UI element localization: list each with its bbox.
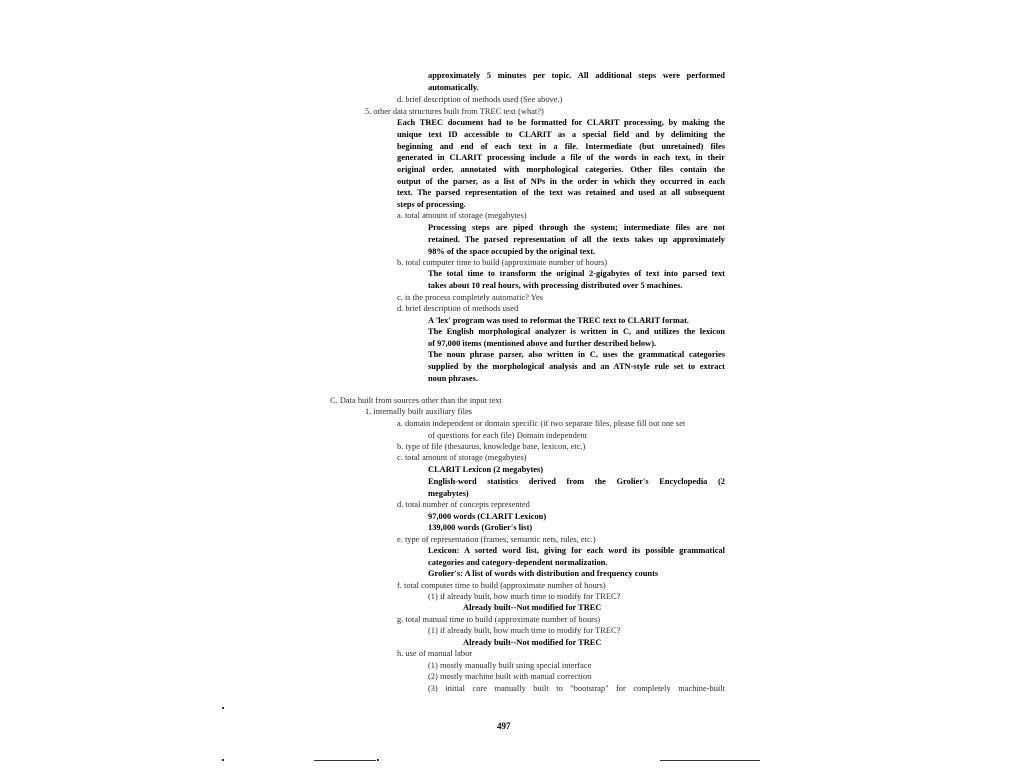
text-line: Grolier's: A list of words with distribution and frequency counts (428, 569, 659, 578)
text-line: text. The parsed representation of the text was retained and used at all subsequent (397, 188, 725, 197)
text-line: 98% of the space occupied by the original text. (428, 247, 596, 256)
text-line: Already built--Not modified for TREC (463, 638, 602, 647)
text-line: steps of processing. (397, 200, 466, 209)
text-line: b. total computer time to build (approximate number of hours) (397, 258, 608, 267)
text-line: h. use of manual labor (397, 649, 473, 658)
scan-speck (222, 707, 224, 709)
text-line: unique text ID accessible to CLARIT as a special field and by delimiting the (397, 130, 725, 139)
text-line: b. type of file (thesaurus, knowledge base, lexicon, etc.) (397, 442, 586, 451)
text-line: categories and category-dependent normalization. (428, 558, 608, 567)
text-line: supplied by the morphological analysis and an ATN-style rule set to extract (428, 362, 725, 371)
text-line: f. total computer time to build (approximate number of hours) (397, 581, 606, 590)
text-line: The total time to transform the original 2-gigabytes of text into parsed text (428, 269, 725, 278)
text-line: 1. internally built auxiliary files (365, 407, 472, 416)
text-line: noun phrases. (428, 374, 479, 383)
text-line: Lexicon: A sorted word list, giving for each word its possible grammatical (428, 546, 725, 555)
text-line: 139,000 words (Grolier's list) (428, 523, 533, 532)
text-line: The English morphological analyzer is written in C, and utilizes the lexicon (428, 327, 725, 336)
text-line: original order, annotated with morphological categories. Other files contain the (397, 165, 725, 174)
text-line: of 97,000 items (mentioned above and further described below). (428, 339, 657, 348)
text-line: 5. other data structures built from TREC text (what?) (365, 107, 544, 116)
text-line: Each TREC document had to be formatted for CLARIT processing, by making the (397, 118, 725, 127)
scan-edge-line (314, 760, 376, 761)
text-line: generated in CLARIT processing include a file of the words in each text, in their (397, 153, 725, 162)
text-line: c. is the process completely automatic? Yes (397, 293, 543, 302)
text-line: (1) mostly manually built using special interface (428, 661, 592, 670)
scan-speck (222, 759, 224, 761)
text-line: g. total manual time to build (approximate number of hours) (397, 615, 601, 624)
text-line: (1) if already built, how much time to modify for TREC? (428, 592, 621, 601)
text-line: automatically. (428, 83, 479, 92)
text-line: takes about 10 real hours, with processing distributed over 5 machines. (428, 281, 683, 290)
page-number: 497 (497, 721, 511, 731)
scan-speck (377, 759, 379, 761)
text-line: C. Data built from sources other than the input text (330, 396, 502, 405)
scan-edge-line (660, 760, 760, 761)
text-line: a. total amount of storage (megabytes) (397, 211, 527, 220)
text-line: 97,000 words (CLARIT Lexicon) (428, 512, 547, 521)
text-line: a. domain independent or domain specific (if two separate files, please fill out one set (397, 419, 686, 428)
text-line: beginning and end of each text in a file. Intermediate (but unretained) files (397, 142, 725, 151)
text-line: d. total number of concepts represented (397, 500, 530, 509)
text-line: approximately 5 minutes per topic. All additional steps were performed (428, 71, 725, 80)
text-line: (2) mostly machine built with manual correction (428, 672, 592, 681)
text-line: (3) initial core manually built to "bootstrap" for completely machine-built (428, 684, 725, 693)
text-line: megabytes) (428, 489, 469, 498)
text-line: d. brief description of methods used (397, 304, 519, 313)
text-line: c. total amount of storage (megabytes) (397, 453, 527, 462)
text-line: d. brief description of methods used (See above.) (397, 95, 563, 104)
text-line: e. type of representation (frames, semantic nets, rules, etc.) (397, 535, 596, 544)
text-line: Already built--Not modified for TREC (463, 603, 602, 612)
text-line: of questions for each file) Domain independent (428, 431, 588, 440)
text-line: (1) if already built, how much time to modify for TREC? (428, 626, 621, 635)
text-line: The noun phrase parser, also written in C, uses the grammatical categories (428, 350, 725, 359)
text-line: CLARIT Lexicon (2 megabytes) (428, 465, 544, 474)
text-line: retained. The parsed representation of all the texts takes up approximately (428, 235, 725, 244)
text-line: English-word statistics derived from the Grolier's Encyclopedia (2 (428, 477, 725, 486)
text-line: output of the parser, as a list of NPs in the order in which they occurred in each (397, 177, 725, 186)
text-line: Processing steps are piped through the system; intermediate files are not (428, 223, 725, 232)
text-line: A 'lex' program was used to reformat the TREC text to CLARIT format. (428, 316, 690, 325)
